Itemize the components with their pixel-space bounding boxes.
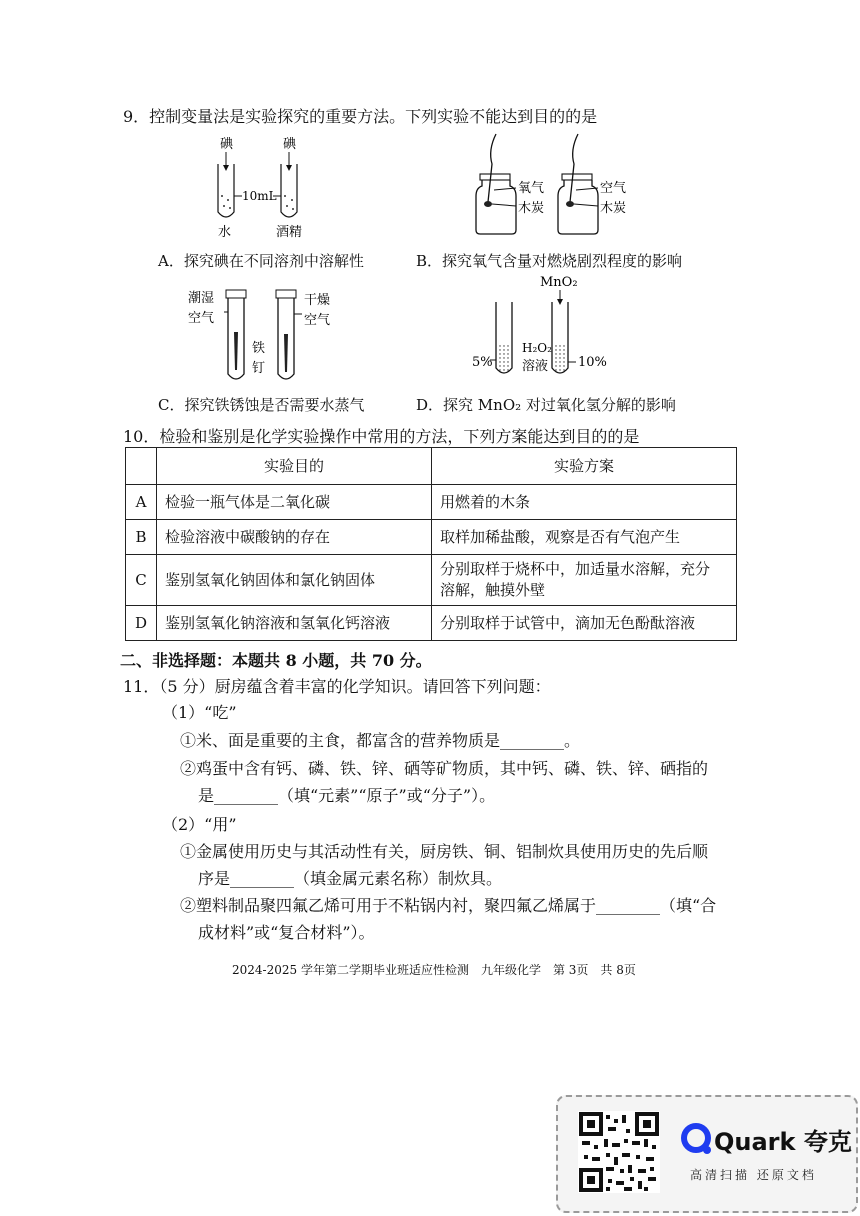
q11-part1-item2-line2: 是________（填“元素”“原子”或“分子”）。 bbox=[198, 786, 496, 805]
q11-part1-item1: ①米、面是重要的主食，都富含的营养物质是________。 bbox=[180, 731, 581, 750]
figure-a-iodine-solubility bbox=[200, 134, 330, 244]
table-header-row bbox=[126, 448, 737, 485]
row-purpose: 检验溶液中碳酸钠的存在 bbox=[157, 520, 432, 555]
table-row bbox=[126, 606, 737, 641]
q9-option-b: B．探究氧气含量对燃烧剧烈程度的影响 bbox=[416, 252, 683, 270]
q11-part1-item2-line1: ②鸡蛋中含有钙、磷、铁、锌、硒等矿物质，其中钙、磷、铁、锌、硒指的 bbox=[180, 759, 709, 778]
fig-d-reagent-bottom: 溶液 bbox=[522, 359, 549, 374]
table-row bbox=[126, 485, 737, 520]
row-plan-line2: 溶解，触摸外壁 bbox=[440, 581, 546, 599]
fig-c-left-bottom: 空气 bbox=[188, 311, 215, 326]
q11-part1: （1）“吃” bbox=[162, 703, 237, 722]
qr-code-icon bbox=[578, 1111, 660, 1193]
page-footer: 2024-2025 学年第二学期毕业班适应性检测 九年级化学 第 3页 共 8页 bbox=[232, 963, 636, 977]
row-plan-line1: 分别取样于烧杯中，加适量水溶解，充分 bbox=[440, 560, 711, 578]
q11-part2-item1-line2: 序是________（填金属元素名称）制炊具。 bbox=[198, 869, 503, 888]
figure-c-iron-rusting bbox=[180, 282, 350, 392]
fig-a-solvent2: 酒精 bbox=[276, 225, 303, 240]
q11-stem: 11．（5 分）厨房蕴含着丰富的化学知识。请回答下列问题： bbox=[123, 677, 551, 696]
figure-b-charcoal-combustion bbox=[470, 130, 650, 240]
fig-a-label1: 碘 bbox=[220, 137, 234, 152]
row-key: B bbox=[126, 520, 157, 555]
fig-c-left-top: 潮湿 bbox=[188, 291, 215, 306]
q11-part2: （2）“用” bbox=[162, 815, 237, 834]
table-header-plan: 实验方案 bbox=[432, 448, 737, 485]
q9-option-c: C．探究铁锈蚀是否需要水蒸气 bbox=[158, 396, 365, 414]
fig-d-conc2: 10% bbox=[578, 355, 607, 370]
fig-c-right-bottom: 空气 bbox=[304, 313, 331, 328]
section-2-title: 二、非选择题：本题共 8 小题，共 70 分。 bbox=[120, 651, 432, 670]
fig-c-nail2: 钉 bbox=[252, 361, 266, 376]
row-key: D bbox=[126, 606, 157, 641]
quark-brand: Quark 夸克 bbox=[714, 1128, 852, 1156]
fig-d-catalyst: MnO₂ bbox=[540, 275, 578, 290]
quark-logo-icon bbox=[681, 1123, 713, 1155]
q10-stem: 10．检验和鉴别是化学实验操作中常用的方法，下列方案能达到目的的是 bbox=[123, 427, 640, 446]
fig-c-right-top: 干燥 bbox=[304, 293, 331, 308]
fig-d-reagent-top: H₂O₂ bbox=[522, 341, 552, 355]
quark-tagline: 高清扫描 还原文档 bbox=[690, 1168, 817, 1182]
q11-part2-item2-line2: 成材料”或“复合材料”）。 bbox=[198, 923, 375, 942]
fig-a-solvent1: 水 bbox=[218, 225, 232, 240]
q11-part2-item2-line1: ②塑料制品聚四氟乙烯可用于不粘锅内衬，聚四氟乙烯属于________（填“合 bbox=[180, 896, 717, 915]
table-header-key bbox=[126, 448, 157, 485]
fig-b-gas2: 空气 bbox=[600, 181, 627, 196]
fig-a-volume: 10mL bbox=[242, 189, 277, 203]
table-header-purpose: 实验目的 bbox=[157, 448, 432, 485]
row-key: A bbox=[126, 485, 157, 520]
row-plan bbox=[432, 555, 737, 606]
q9-option-a: A．探究碘在不同溶剂中溶解性 bbox=[158, 252, 364, 270]
fig-d-conc1: 5% bbox=[472, 355, 493, 370]
q9-stem: 9．控制变量法是实验探究的重要方法。下列实验不能达到目的的是 bbox=[123, 107, 598, 126]
row-purpose: 鉴别氢氧化钠固体和氯化钠固体 bbox=[157, 555, 432, 606]
fig-b-gas1: 氧气 bbox=[518, 181, 545, 196]
row-purpose: 鉴别氢氧化钠溶液和氢氧化钙溶液 bbox=[157, 606, 432, 641]
row-plan: 用燃着的木条 bbox=[432, 485, 737, 520]
fig-a-label2: 碘 bbox=[283, 137, 297, 152]
row-plan: 分别取样于试管中，滴加无色酚酞溶液 bbox=[432, 606, 737, 641]
table-row bbox=[126, 520, 737, 555]
row-plan: 取样加稀盐酸，观察是否有气泡产生 bbox=[432, 520, 737, 555]
fig-c-nail1: 铁 bbox=[252, 341, 266, 356]
row-key: C bbox=[126, 555, 157, 606]
q11-part2-item1-line1: ①金属使用历史与其活动性有关，厨房铁、铜、铝制炊具使用历史的先后顺 bbox=[180, 842, 709, 861]
fig-b-fuel1: 木炭 bbox=[518, 201, 545, 216]
row-purpose: 检验一瓶气体是二氧化碳 bbox=[157, 485, 432, 520]
figure-d-mno2-catalysis bbox=[470, 272, 630, 382]
q9-option-d: D．探究 MnO₂ 对过氧化氢分解的影响 bbox=[416, 396, 676, 414]
table-row bbox=[126, 555, 737, 606]
fig-b-fuel2: 木炭 bbox=[600, 201, 627, 216]
q10-table bbox=[125, 447, 737, 641]
